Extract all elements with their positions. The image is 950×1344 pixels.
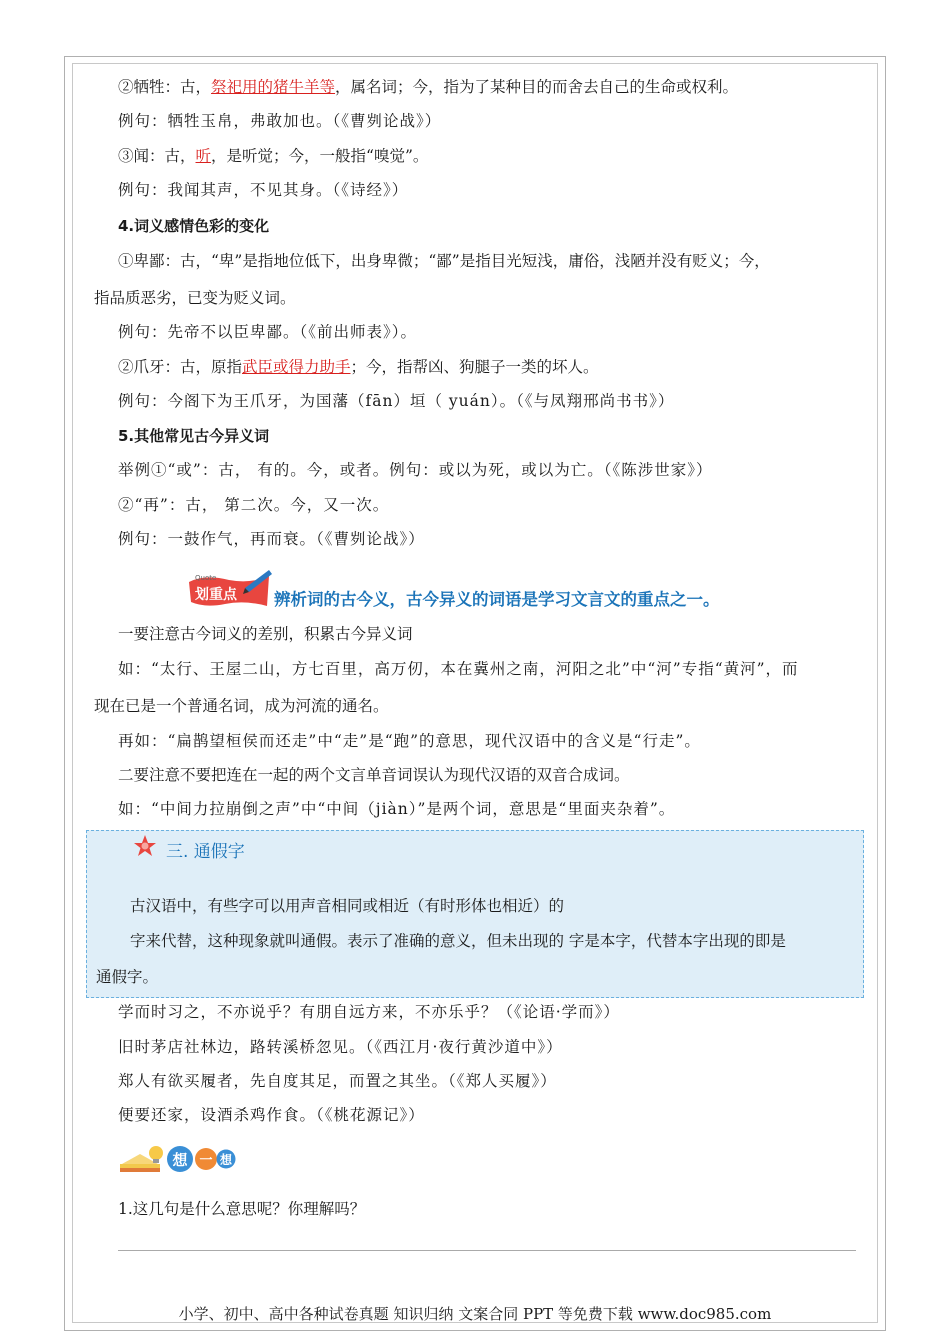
text-line <box>118 357 599 377</box>
text-segment: ，是听觉；今，一般指“嗅觉”。 <box>211 147 429 165</box>
think-label-icon <box>118 1142 236 1176</box>
highlight-text: 听 <box>195 147 212 165</box>
text-line: 二要注意不要把连在一起的两个文言单音词误认为现代汉语的双音合成词。 <box>118 766 630 784</box>
text-segment: ；今，指帮凶、狗腿子一类的坏人。 <box>350 358 599 376</box>
example-line: 郑人有欲买履者，先自度其足，而置之其坐。（《郑人买履》） <box>118 1072 557 1090</box>
text-line: 一要注意古今词义的差别，积累古今异义词 <box>118 625 413 643</box>
footer-text: 小学、初中、高中各种试卷真题 知识归纳 文案合同 PPT 等免费下载 www.doc985.com <box>178 1305 772 1323</box>
text-line: 现在已是一个普通名词，成为河流的通名。 <box>94 697 389 715</box>
think-char: 想 <box>219 1153 233 1167</box>
box-text: 古汉语中，有些字可以用声音相同或相近（有时形体也相近）的 <box>130 897 565 915</box>
box-text: 字来代替，这种现象就叫通假。表示了准确的意义，但未出现的 字是本字，代替本字出现的即是 <box>130 932 786 950</box>
text-line <box>118 77 738 97</box>
text-line: 如：“中间力拉崩倒之声”中“中间（jiàn）”是两个词，意思是“里面夹杂着”。 <box>118 800 676 818</box>
key-point-text: 辨析词的古今义，古今异义的词语是学习文言文的重点之一。 <box>274 590 720 609</box>
box-title: 三. 通假字 <box>166 842 245 862</box>
question-text: 1.这几句是什么意思呢？你理解吗？ <box>118 1200 366 1218</box>
text-line: 指品质恶劣，已变为贬义词。 <box>94 289 296 307</box>
text-line: 举例①“或”：古， 有的。今，或者。例句：或以为死，或以为亡。（《陈涉世家》） <box>118 461 713 479</box>
think-char: 一 <box>199 1153 213 1168</box>
example-line: 学而时习之，不亦说乎？有朋自远方来，不亦乐乎？（《论语·学而》） <box>118 1003 620 1021</box>
example-line: 例句：我闻其声，不见其身。（《诗经》） <box>118 181 409 199</box>
text-line: 再如：“扁鹊望桓侯而还走”中“走”是“跑”的意思，现代汉语中的含义是“行走”。 <box>118 732 701 750</box>
example-line: 例句：今阁下为王爪牙，为国藩（fān）垣（ yuán）。（《与凤翔邢尚书书》） <box>118 392 675 410</box>
text-segment: ，属名词；今，指为了某种目的而舍去自己的生命或权利。 <box>335 78 739 96</box>
example-line: 旧时茅店社林边，路转溪桥忽见。（《西江月·夜行黄沙道中》） <box>118 1038 563 1056</box>
highlight-text: 武臣或得力助手 <box>242 358 351 376</box>
example-line: 例句：牺牲玉帛，弗敢加也。（《曹刿论战》） <box>118 112 442 130</box>
text-line: 如：“太行、王屋二山，方七百里，高万仞，本在冀州之南，河阳之北”中“河”专指“黄河”，而 <box>118 660 799 678</box>
star-icon <box>133 834 157 858</box>
example-line: 便要还家，设酒杀鸡作食。（《桃花源记》） <box>118 1106 425 1124</box>
example-line: 例句：先帝不以臣卑鄙。（《前出师表》）。 <box>118 323 418 341</box>
sticker-label: 划重点 <box>195 587 237 603</box>
box-text: 通假字。 <box>96 968 159 986</box>
highlight-sticker-icon <box>185 568 273 610</box>
text-segment: ②牺牲：古， <box>118 78 212 96</box>
text-segment: ②爪牙：古，原指 <box>118 358 243 376</box>
sticker-small-label: Quote <box>195 574 217 582</box>
text-line <box>118 146 428 166</box>
answer-line[interactable] <box>118 1250 856 1251</box>
section-heading: 4.词义感情色彩的变化 <box>118 217 270 235</box>
text-segment: ③闻：古， <box>118 147 196 165</box>
example-line: 例句：一鼓作气，再而衰。（《曹刿论战》） <box>118 530 425 548</box>
text-line: ①卑鄙：古，“卑”是指地位低下，出身卑微；“鄙”是指目光短浅，庸俗，浅陋并没有贬义；今， <box>118 252 770 270</box>
highlight-text: 祭祀用的猪牛羊等 <box>211 78 336 96</box>
section-heading: 5.其他常见古今异义词 <box>118 427 270 445</box>
text-line: ②“再”：古， 第二次。今，又一次。 <box>118 496 390 514</box>
think-char: 想 <box>172 1151 188 1169</box>
